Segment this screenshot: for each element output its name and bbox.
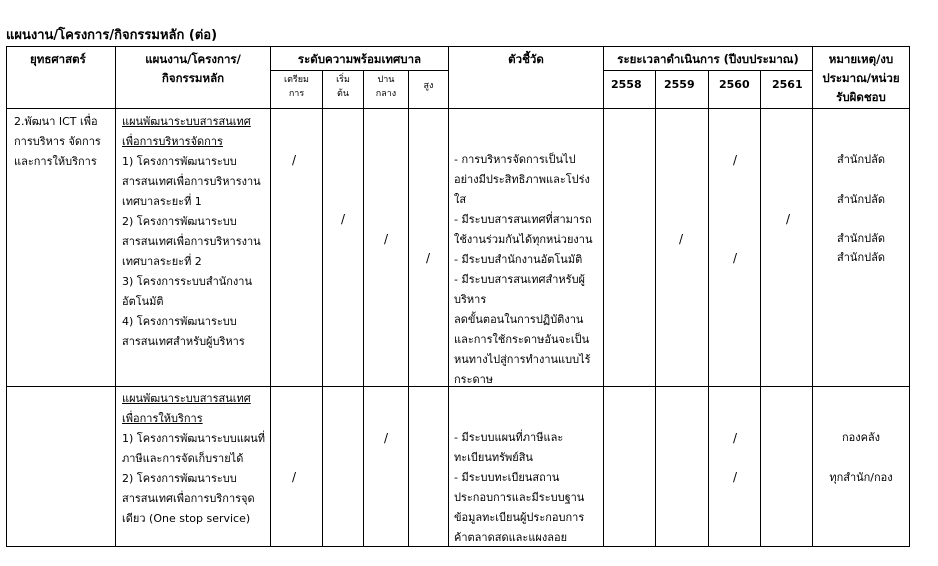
year-mark: / xyxy=(733,431,738,445)
plan-item-line: สารสนเทศสำหรับผู้บริหาร xyxy=(122,335,245,348)
row2-note-1: กองคลัง xyxy=(841,431,881,444)
row1-indicators xyxy=(454,150,592,390)
indicator-line: ประกอบการและมีระบบฐาน xyxy=(454,491,585,504)
row1-strategy xyxy=(14,112,101,172)
header-plan-line1: แผนงาน/โครงการ/ xyxy=(145,52,241,66)
plan-item-line: สารสนเทศเพื่อการบริหารงาน xyxy=(122,235,261,248)
indicator-line: - มีระบบแผนที่ภาษีและ xyxy=(454,431,564,444)
col-line xyxy=(363,70,364,547)
header-strategy: ยุทธศาสตร์ xyxy=(30,52,86,66)
table-border-top xyxy=(6,46,909,47)
col-line xyxy=(760,70,761,547)
indicator-line: และการใช้กระดาษอันจะเป็น xyxy=(454,333,590,346)
col-line xyxy=(322,70,323,547)
readiness-level-prep xyxy=(271,73,322,101)
indicator-line: - มีระบบสารสนเทศสำหรับผู้ xyxy=(454,273,586,286)
year-mark: / xyxy=(733,251,738,265)
header-note-line: หมายเหตุ/งบ xyxy=(828,52,894,66)
col-line xyxy=(603,46,604,547)
strategy-line: 2.พัฒนา ICT เพื่อ xyxy=(14,115,98,128)
indicator-line: - มีระบบทะเบียนสถาน xyxy=(454,471,560,484)
plan-title-line: เพื่อการบริหารจัดการ xyxy=(122,135,223,148)
col-line xyxy=(448,46,449,547)
year-mark: / xyxy=(733,153,738,167)
row2-note-2: ทุกสำนัก/กอง xyxy=(829,471,893,484)
indicator-line: - มีระบบสารสนเทศที่สามารถ xyxy=(454,213,592,226)
indicator-line: กระดาษ xyxy=(454,373,494,386)
year-mark: / xyxy=(733,470,738,484)
indicator-line: อย่างมีประสิทธิภาพและโปร่ง xyxy=(454,173,590,186)
col-line xyxy=(115,46,116,547)
readiness-level-high xyxy=(409,79,448,93)
plan-title-line: แผนพัฒนาระบบสารสนเทศ xyxy=(122,392,251,405)
col-line xyxy=(655,70,656,547)
header-period: ระยะเวลาดำเนินการ (ปีงบประมาณ) xyxy=(617,52,799,66)
plan-title-line: แผนพัฒนาระบบสารสนเทศ xyxy=(122,115,251,128)
plan-item-line: 1) โครงการพัฒนาระบบ xyxy=(122,155,237,168)
indicator-line: ลดขั้นตอนในการปฏิบัติงาน xyxy=(454,313,584,326)
plan-item-line: เทศบาลระยะที่ 1 xyxy=(122,195,202,208)
header-readiness: ระดับความพร้อมเทศบาล xyxy=(297,52,422,66)
plan-item-line: อัตโนมัติ xyxy=(122,295,164,308)
year-2559: 2559 xyxy=(664,78,695,91)
readiness-level-text: เตรียม xyxy=(284,75,309,85)
col-line xyxy=(708,70,709,547)
plan-item-line: สารสนเทศเพื่อการบริหารงาน xyxy=(122,175,261,188)
readiness-level-text: การ xyxy=(288,89,305,99)
readiness-level-text: เริ่ม xyxy=(336,75,350,85)
plan-item-line: 2) โครงการพัฒนาระบบ xyxy=(122,472,237,485)
header-bottom-line xyxy=(6,108,909,109)
readiness-mark: / xyxy=(292,470,297,484)
plan-item-line: 4) โครงการพัฒนาระบบ xyxy=(122,315,237,328)
year-2561: 2561 xyxy=(772,78,803,91)
col-line xyxy=(6,46,7,547)
page-title: แผนงาน/โครงการ/กิจกรรมหลัก (ต่อ) xyxy=(6,28,218,43)
indicator-line: - การบริหารจัดการเป็นไป xyxy=(454,153,576,166)
readiness-level-start xyxy=(323,73,363,101)
col-line xyxy=(408,70,409,547)
year-mark: / xyxy=(786,212,791,226)
header-note-line: ประมาณ/หน่วย xyxy=(822,71,900,85)
year-2558: 2558 xyxy=(611,78,642,91)
row1-note-1: สำนักปลัด xyxy=(837,153,885,166)
readiness-subheader-line xyxy=(270,70,448,71)
year-2560: 2560 xyxy=(719,78,750,91)
readiness-mark: / xyxy=(292,153,297,167)
header-plan-line2: กิจกรรมหลัก xyxy=(161,71,225,85)
row1-note-4: สำนักปลัด xyxy=(837,251,885,264)
indicator-line: ใส xyxy=(454,193,467,206)
strategy-line: การบริหาร จัดการ xyxy=(14,135,101,148)
plan-item-line: เทศบาลระยะที่ 2 xyxy=(122,255,202,268)
indicator-line: ทะเบียนทรัพย์สิน xyxy=(454,451,533,464)
row2-plan xyxy=(122,389,265,529)
readiness-level-text: กลาง xyxy=(375,89,397,99)
readiness-level-text: ปาน xyxy=(377,75,395,85)
plan-item-line: 1) โครงการพัฒนาระบบแผนที่ xyxy=(122,432,266,445)
row2-indicators xyxy=(454,428,584,548)
indicator-line: หนทางไปสู่การทำงานแบบไร้ xyxy=(454,353,591,366)
indicator-line: ค้าตลาดสดและแผงลอย xyxy=(454,531,568,544)
readiness-mark: / xyxy=(426,251,431,265)
readiness-level-text: ต้น xyxy=(337,89,349,99)
year-mark: / xyxy=(679,232,684,246)
header-note-line: รับผิดชอบ xyxy=(836,90,886,104)
readiness-level-mid xyxy=(364,73,408,101)
indicator-line: บริหาร xyxy=(454,293,487,306)
readiness-mark: / xyxy=(384,431,389,445)
plan-item-line: 2) โครงการพัฒนาระบบ xyxy=(122,215,237,228)
row1-plan xyxy=(122,112,261,352)
plan-item-line: สารสนเทศเพื่อการบริการจุด xyxy=(122,492,255,505)
plan-item-line: ภาษีและการจัดเก็บรายได้ xyxy=(122,452,244,465)
indicator-line: ข้อมูลทะเบียนผู้ประกอบการ xyxy=(454,511,585,524)
col-line xyxy=(909,46,910,547)
col-line xyxy=(270,46,271,547)
readiness-mark: / xyxy=(384,232,389,246)
readiness-mark: / xyxy=(341,212,346,226)
row1-note-3: สำนักปลัด xyxy=(837,232,885,245)
header-indicator: ตัวชี้วัด xyxy=(508,52,544,66)
strategy-line: และการให้บริการ xyxy=(14,155,97,168)
plan-item-line: 3) โครงการระบบสำนักงาน xyxy=(122,275,252,288)
indicator-line: ใช้งานร่วมกันได้ทุกหน่วยงาน xyxy=(454,233,593,246)
plan-title-line: เพื่อการให้บริการ xyxy=(122,412,203,425)
readiness-level-text: สูง xyxy=(423,81,434,91)
plan-item-line: เดียว (One stop service) xyxy=(122,512,251,525)
header-note xyxy=(813,50,909,107)
indicator-line: - มีระบบสำนักงานอัตโนมัติ xyxy=(454,253,583,266)
row1-note-2: สำนักปลัด xyxy=(837,193,885,206)
